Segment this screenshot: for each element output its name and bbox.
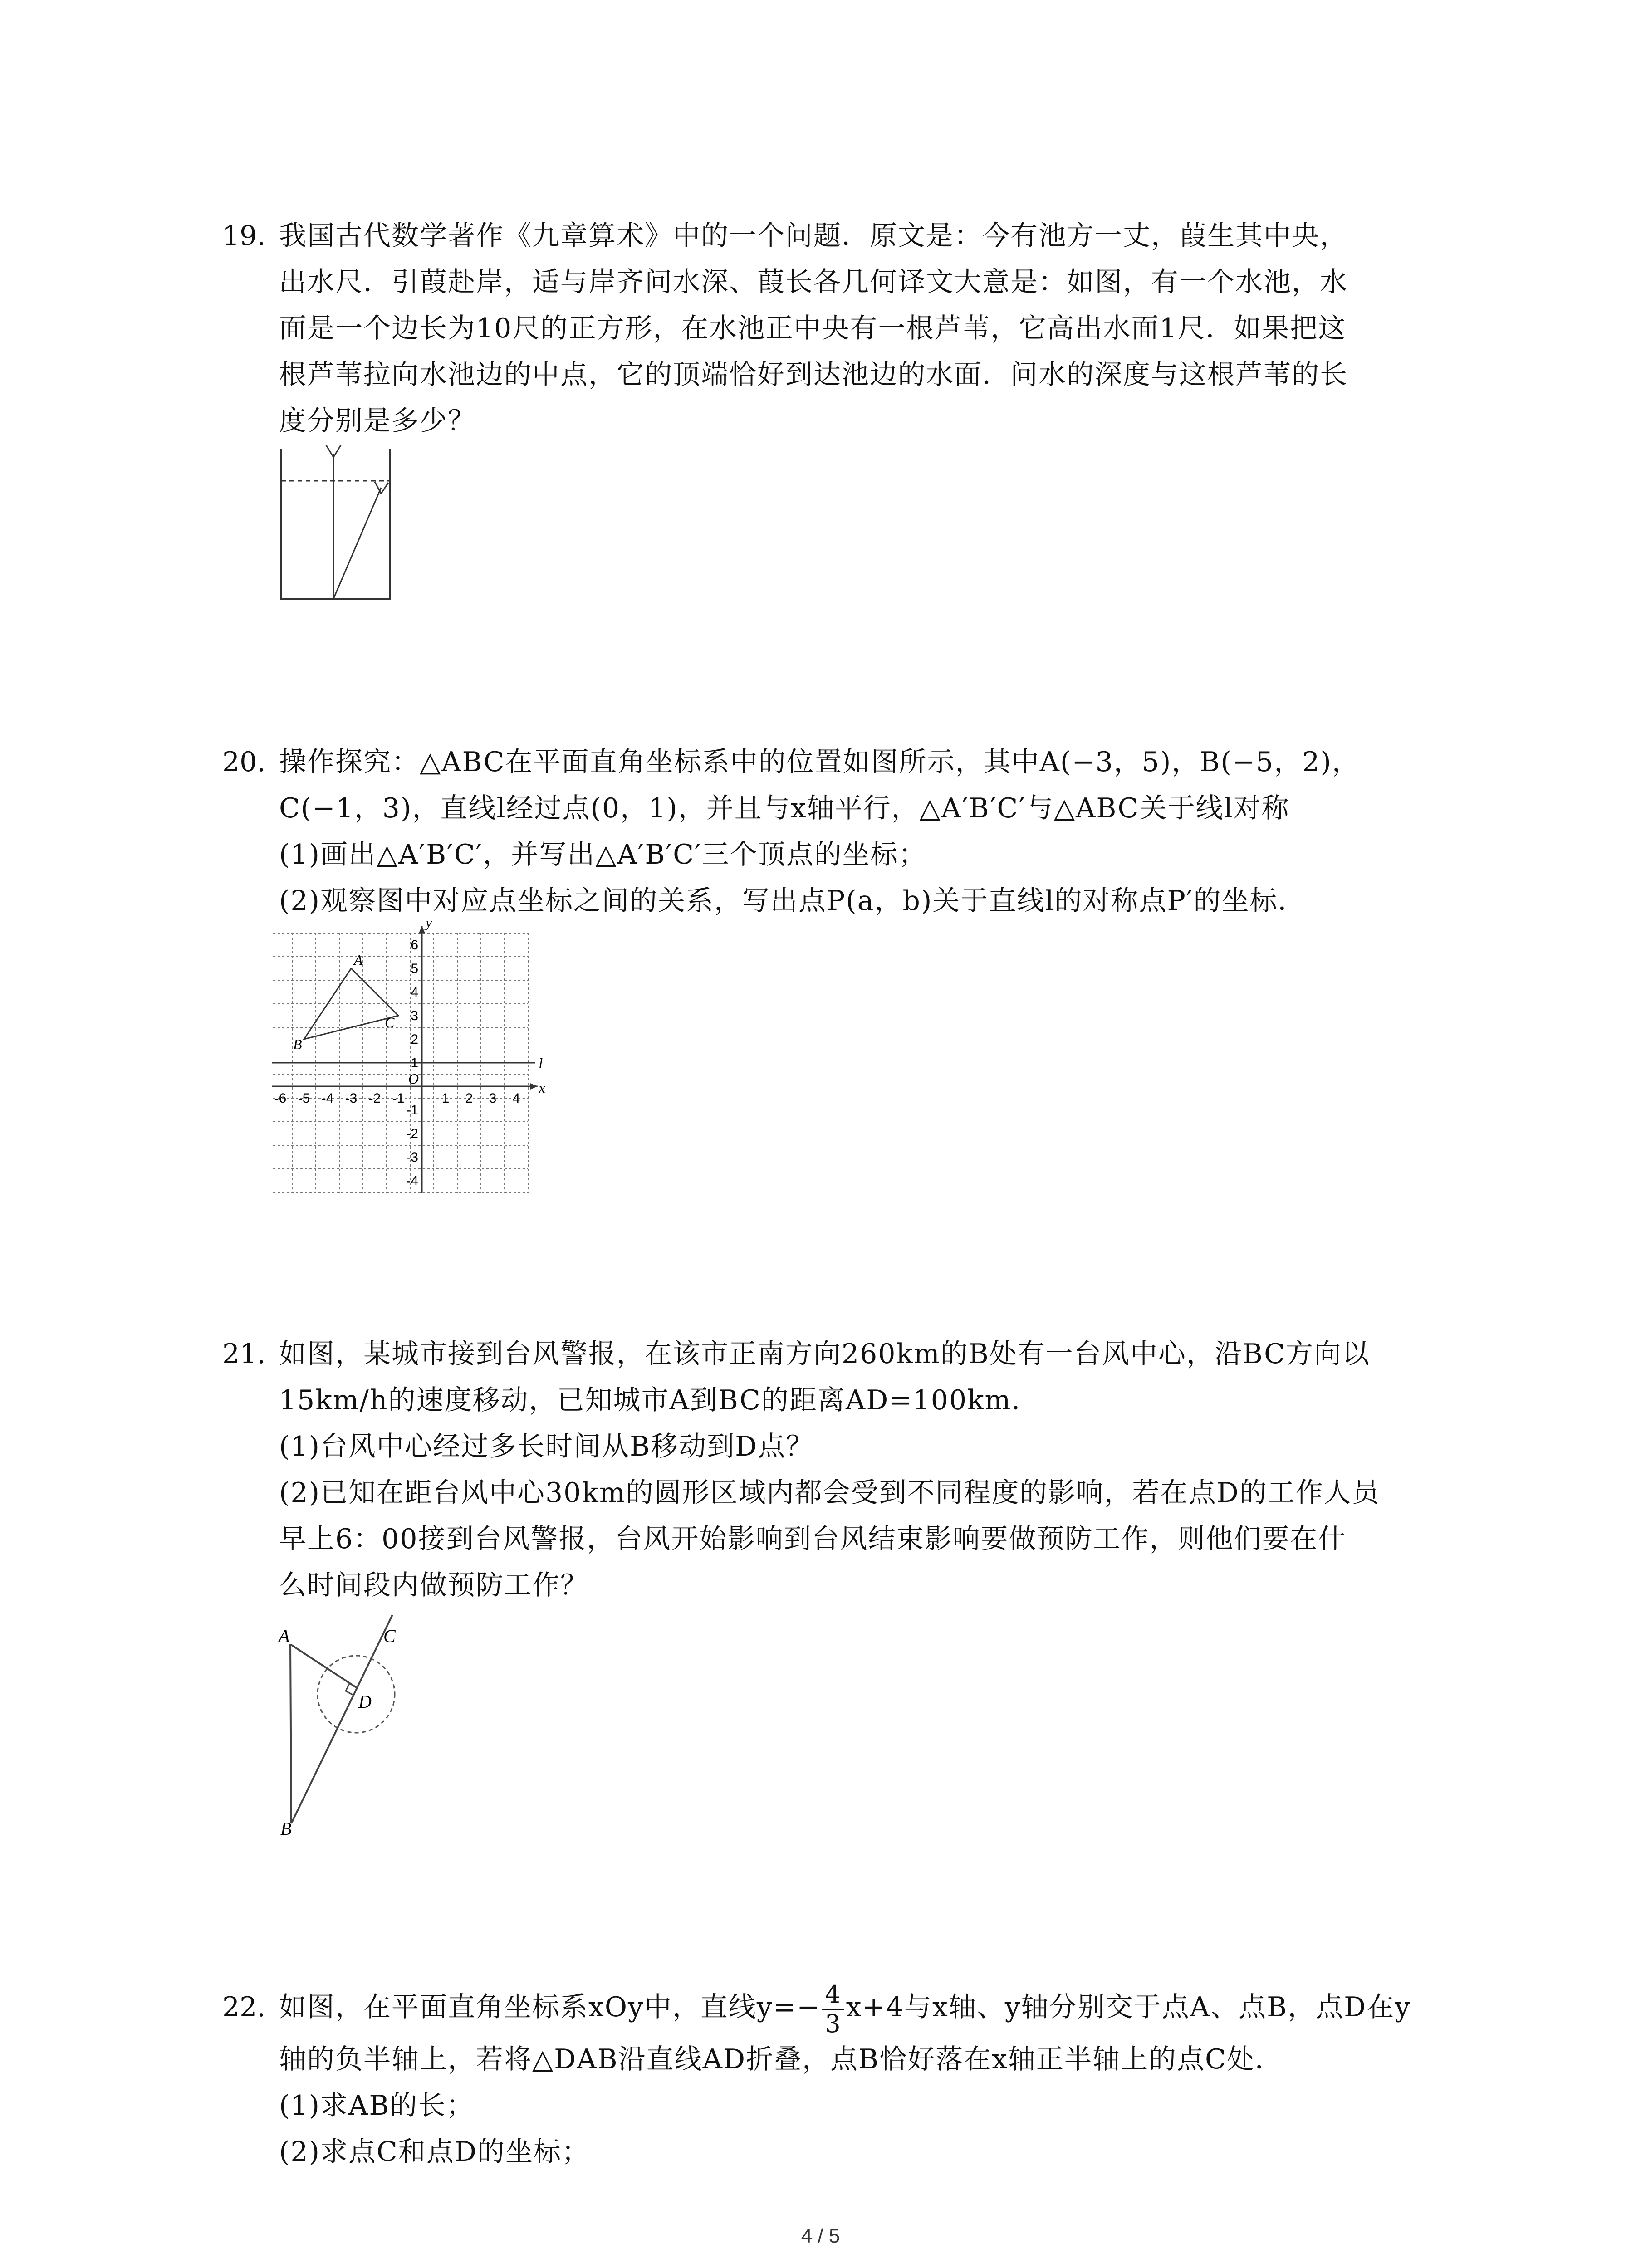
text-segment: 如图，在平面直角坐标系xOy中，直线y=− <box>279 1991 821 2023</box>
text-segment: x+4与x轴、y轴分别交于点A、点B，点D在y <box>846 1991 1411 2023</box>
x-tick-label: 2 <box>465 1091 473 1106</box>
label-d: D <box>358 1691 372 1712</box>
coordinate-grid <box>272 921 563 1202</box>
y-tick-label: 4 <box>411 985 418 1000</box>
coordinate-grid-figure <box>272 921 563 1202</box>
question-text-line: 根芦苇拉向水池边的中点，它的顶端恰好到达池边的水面．问水的深度与这根芦苇的长 <box>279 359 1348 391</box>
line-l-label: l <box>539 1055 543 1071</box>
label-c: C <box>383 1626 396 1646</box>
fraction-denominator: 3 <box>825 2009 842 2038</box>
question-text-line: C(−1，3)，直线l经过点(0，1)，并且与x轴平行，△A′B′C′与△ABC关于线l对称 <box>279 792 1290 824</box>
y-axis-label: y <box>426 921 432 930</box>
y-tick-label: -2 <box>406 1126 418 1141</box>
y-tick-label: 6 <box>411 938 418 953</box>
y-tick-label: -4 <box>406 1173 418 1188</box>
x-tick-label: -1 <box>392 1091 405 1106</box>
x-axis-arrow <box>530 1083 538 1090</box>
typhoon-figure <box>272 1606 417 1837</box>
y-tick-label: -3 <box>406 1150 418 1165</box>
y-tick-label: 3 <box>411 1008 418 1023</box>
question-text-line: 度分别是多少？ <box>279 405 476 437</box>
x-tick-label: -6 <box>274 1091 287 1106</box>
vertex-label-a: A <box>354 952 363 968</box>
question-text-line: (2)求点C和点D的坐标； <box>279 2136 590 2168</box>
x-tick-label: -4 <box>321 1091 334 1106</box>
x-tick-label: -2 <box>368 1091 381 1106</box>
fraction-numerator: 4 <box>822 1980 844 2010</box>
label-a: A <box>279 1626 290 1646</box>
question-number: 22. <box>222 1991 266 2023</box>
origin-label: O <box>408 1070 419 1087</box>
question-text-line: (1)求AB的长； <box>279 2090 475 2121</box>
question-text-line: 么时间段内做预防工作？ <box>279 1569 588 1601</box>
vertex-label-c: C <box>385 1014 395 1031</box>
question-text-line <box>279 1978 1411 2038</box>
question-text-line: (1)画出△A′B′C′，并写出△A′B′C′三个顶点的坐标； <box>279 839 927 870</box>
y-tick-label: 2 <box>411 1032 418 1047</box>
fraction <box>822 1980 844 2038</box>
question-number: 20. <box>222 746 266 778</box>
question-text-line: (2)观察图中对应点坐标之间的关系，写出点P(a，b)关于直线l的对称点P′的坐标． <box>279 885 1306 917</box>
question-text-line: 15km/h的速度移动，已知城市A到BC的距离AD=100km． <box>279 1384 1040 1416</box>
question-text-line: (2)已知在距台风中心30km的圆形区域内都会受到不同程度的影响，若在点D的工作人员 <box>279 1477 1380 1509</box>
question-text-line: 早上6：00接到台风警报，台风开始影响到台风结束影响要做预防工作，则他们要在什 <box>279 1523 1347 1555</box>
y-tick-label: 1 <box>411 1056 418 1070</box>
question-text-line: 出水尺．引葭赴岸，适与岸齐问水深、葭长各几何译文大意是：如图，有一个水池，水 <box>279 266 1348 298</box>
question-text-line: 面是一个边长为10尺的正方形，在水池正中央有一根芦苇，它高出水面1尺．如果把这 <box>279 313 1347 344</box>
influence-circle <box>318 1656 395 1733</box>
x-tick-label: -3 <box>345 1091 358 1106</box>
question-text-line: 轴的负半轴上，若将△DAB沿直线AD折叠，点B恰好落在x轴正半轴上的点C处． <box>279 2043 1283 2075</box>
question-text-line: (1)台风中心经过多长时间从B移动到D点？ <box>279 1431 814 1462</box>
question-number: 19. <box>222 220 266 252</box>
page-number: 4 / 5 <box>801 2225 840 2247</box>
label-b: B <box>280 1818 292 1837</box>
x-tick-label: 3 <box>489 1091 497 1106</box>
y-tick-label: -1 <box>406 1103 418 1118</box>
x-tick-label: 1 <box>441 1091 450 1106</box>
question-text-line: 操作探究：△ABC在平面直角坐标系中的位置如图所示，其中A(−3，5)，B(−5，2)， <box>279 746 1360 778</box>
question-text-line: 我国古代数学著作《九章算术》中的一个问题．原文是：今有池方一丈，葭生其中央， <box>279 220 1348 252</box>
x-tick-label: 4 <box>512 1091 520 1106</box>
y-axis-arrow <box>419 926 425 933</box>
x-tick-label: -5 <box>298 1091 310 1106</box>
question-number: 21. <box>222 1338 266 1370</box>
vertex-label-b: B <box>293 1036 302 1052</box>
y-tick-label: 5 <box>411 961 418 976</box>
question-text-line: 如图，某城市接到台风警报，在该市正南方向260km的B处有一台风中心，沿BC方向以 <box>279 1338 1370 1370</box>
reed-pond-figure <box>272 445 399 603</box>
x-axis-label: x <box>539 1080 545 1096</box>
